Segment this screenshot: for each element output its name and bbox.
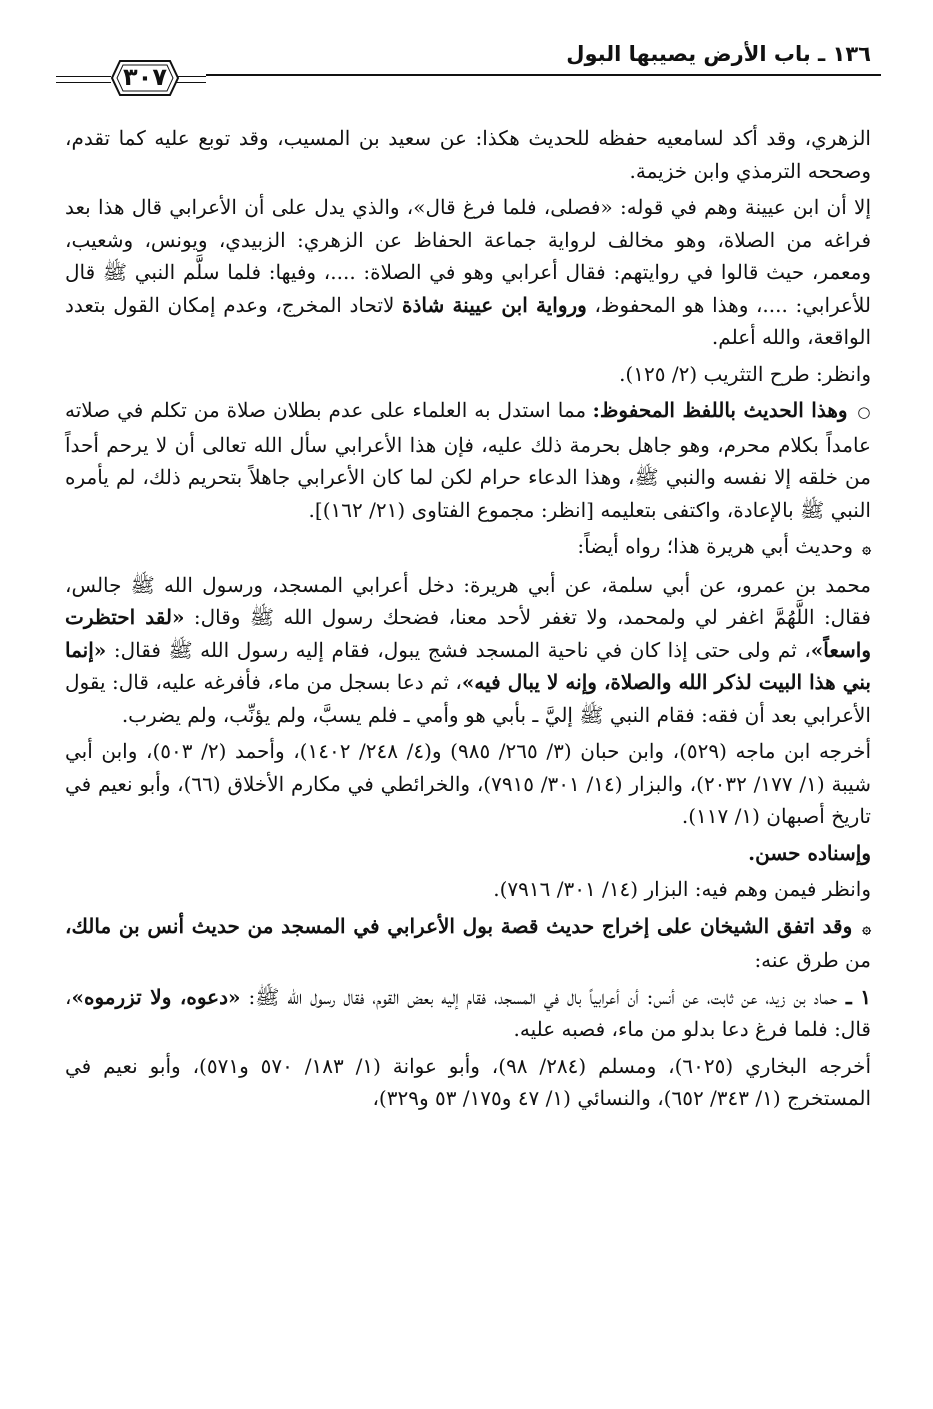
text-run: حماد بن زيد، عن ثابت، عن أنس: أن أعرابياً بال في المسجد، فقام إليه بعض القوم، فقال رسول الله ﷺ: [240, 984, 838, 1009]
paragraph-p1 [65, 122, 871, 187]
text-run: أخرجه البخاري (٦٠٢٥)، ومسلم (٢٨٤/ ٩٨)، وأبو عوانة (١/ ١٨٣/ ٥٧٠ و٥٧١)، وأبو نعيم في المستخرج (١/ ٣٤٣/ ٦٥٢)، والنسائي (١/ ٤٧ و١٧٥/ ٥٣ و٣٢٩)، [65, 1053, 871, 1110]
text-run: وانظر فيمن وهم فيه: البزار (١٤/ ٣٠١/ ٧٩١٦). [493, 877, 871, 901]
text-run: وحديث أبي هريرة هذا؛ رواه أيضاً: [577, 534, 853, 558]
bold-text: وهذا الحديث باللفظ المحفوظ: [592, 398, 848, 422]
ornament-line [56, 82, 111, 83]
paragraph-p2 [65, 191, 871, 354]
text-run: الزهري، وقد أكد لسامعيه حفظه للحديث هكذا: عن سعيد بن المسيب، وقد توبع عليه كما تقدم، وصححه الترمذي وابن خزيمة. [65, 126, 871, 183]
paragraph-p12 [65, 1050, 871, 1115]
page-number: ٣٠٧ [123, 63, 167, 91]
page-number-ornament [56, 56, 206, 102]
paragraph-p10 [65, 910, 871, 977]
section-mark: ۞ [856, 539, 871, 557]
ornament-line [176, 82, 206, 83]
page-number-frame [110, 58, 180, 98]
header-rule [206, 74, 881, 76]
page-body [65, 122, 871, 1115]
paragraph-p8 [65, 837, 871, 870]
section-mark: ۞ [856, 918, 871, 937]
text-run: من طرق عنه: [754, 948, 871, 972]
text-run: ، ثم ولى حتى إذا كان في ناحية المسجد فشج يبول، فقام إليه رسول الله ﷺ فقال: [106, 637, 811, 662]
bold-text: «دعوه، ولا تزرموه» [71, 984, 241, 1009]
bold-text: وقد اتفق الشيخان على إخراج حديث قصة بول الأعرابي في المسجد من حديث أنس بن مالك، [65, 913, 853, 938]
bold-text: «إنما بني هذا البيت لذكر الله والصلاة، وإنه لا يبال فيه» [65, 637, 871, 694]
chapter-title: ١٣٦ ـ باب الأرض يصيبها البول [566, 42, 871, 66]
paragraph-p3 [65, 358, 871, 391]
paragraph-p9 [65, 873, 871, 906]
paragraph-p4 [65, 394, 871, 526]
text-run: وانظر: طرح التثريب (٢/ ١٢٥). [619, 361, 871, 386]
bold-text: ورواية ابن عيينة شاذة [401, 292, 587, 317]
paragraph-p7 [65, 735, 871, 833]
text-run: ، ثم دعا بسجل من ماء، فأفرغه عليه، قال: يقول الأعرابي بعد أن فقه: فقام النبي ﷺ إليَّ ـ بأبي هو وأمي ـ فلم يسبَّ، ولم يؤنِّب، ولم يضرب. [65, 670, 871, 727]
paragraph-p11 [65, 981, 871, 1046]
paragraph-p6 [65, 569, 871, 732]
text-run: ، قال: فلما فرغ دعا بدلو من ماء، فصبه عليه. [65, 984, 871, 1041]
text-run: مما استدل به العلماء على عدم بطلان صلاة من تكلم في صلاته عامداً بكلام محرم، وهو جاهل بحرمة ذلك عليه، فإن هذا الأعرابي سأل الله تعالى أن لا يرحم أحداً من خلقه إلا نفسه والنبي ﷺ، وهذا الدعاء حرام لكن لما كان الأعرابي جاهلاً بتحريم ذلك، لم يأمره النبي ﷺ بالإعادة، واكتفى بتعليمه [انظر: مجموع الفتاوى (٢١/ ١٦٢)]. [65, 398, 871, 522]
bold-text: ١ ـ [837, 984, 871, 1009]
page-header [56, 34, 881, 104]
text-run: إلا أن ابن عيينة وهم في قوله: «فصلى، فلما فرغ قال»، والذي يدل على أن الأعرابي قال هذا بعد فراغه من الصلاة، وهو مخالف لرواية جماعة الحفاظ عن الزهري: الزبيدي، ويونس، وشعيب، ومعمر، حيث قالوا في روايتهم: فقال أعرابي وهو في الصلاة: ....، وفيها: فلما سلَّم النبي ﷺ قال للأعرابي: ....، وهذا هو المحفوظ، [65, 195, 871, 317]
bold-text: وإسناده حسن. [748, 840, 871, 865]
bold-text: «لقد احتظرت واسعاً» [65, 605, 871, 662]
ornament-line [176, 76, 206, 77]
section-mark: ○ [851, 403, 872, 421]
text-run: أخرجه ابن ماجه (٥٢٩)، وابن حبان (٣/ ٢٦٥/ ٩٨٥) و(٤/ ٢٤٨/ ١٤٠٢)، وأحمد (٢/ ٥٠٣)، وابن أبي شيبة (١/ ١٧٧/ ٢٠٣٢)، والبزار (١٤/ ٣٠١/ ٧٩١٥)، والخرائطي في مكارم الأخلاق (٦٦)، وأبو نعيم في تاريخ أصبهان (١/ ١١٧). [65, 739, 871, 828]
text-run: محمد بن عمرو، عن أبي سلمة، عن أبي هريرة: دخل أعرابي المسجد، ورسول الله ﷺ جالس، فقال: اللَّهُمَّ اغفر لي ولمحمد، ولا تغفر لأحد معنا، فضحك رسول الله ﷺ وقال: [65, 572, 871, 629]
paragraph-p5 [65, 530, 871, 565]
ornament-line [56, 76, 111, 77]
text-run: لاتحاد المخرج، وعدم إمكان القول بتعدد الواقعة، والله أعلم. [65, 292, 871, 349]
